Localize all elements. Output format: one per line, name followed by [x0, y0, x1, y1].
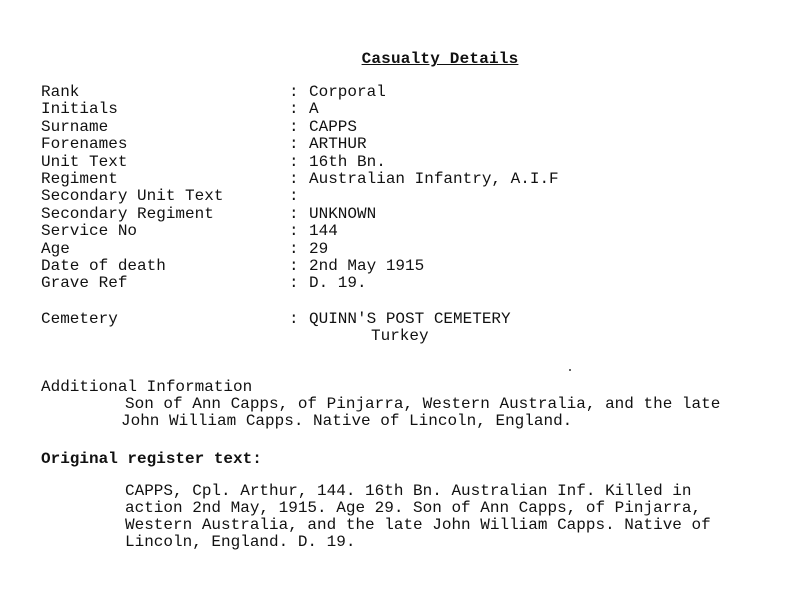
field-value: UNKNOWN — [309, 204, 377, 223]
field-separator: : — [289, 169, 299, 188]
field-label: Secondary Unit Text — [41, 187, 224, 206]
original-register-text — [125, 483, 711, 551]
field-value: 29 — [309, 239, 329, 258]
field-label: Date of death — [41, 256, 166, 275]
original-register-line: Western Australia, and the late John William Capps. Native of — [125, 516, 711, 534]
field-label: Regiment — [41, 169, 118, 188]
scan-speck — [569, 369, 571, 371]
field-separator: : — [289, 256, 299, 275]
field-separator: : — [289, 117, 299, 136]
additional-info-title: Additional Information — [41, 378, 253, 396]
field-label: Grave Ref — [41, 274, 128, 293]
field-value: A — [309, 100, 319, 119]
page-title: Casualty Details — [361, 50, 519, 68]
field-label: Surname — [41, 117, 109, 136]
cemetery-country: Turkey — [371, 327, 429, 345]
cemetery-label: Cemetery — [41, 310, 118, 328]
field-separator: : — [289, 204, 299, 223]
field-separator: : — [289, 239, 299, 258]
cemetery-name: QUINN'S POST CEMETERY — [309, 310, 511, 328]
original-register-line: action 2nd May, 1915. Age 29. Son of Ann Capps, of Pinjarra, — [125, 499, 702, 517]
original-register-line: CAPPS, Cpl. Arthur, 144. 16th Bn. Australian Inf. Killed in — [125, 482, 692, 500]
field-label: Forenames — [41, 135, 128, 154]
field-separator: : — [289, 100, 299, 119]
field-separator: : — [289, 222, 299, 241]
field-value: D. 19. — [309, 274, 367, 293]
additional-info-text — [121, 395, 785, 430]
field-separator: : — [289, 310, 299, 328]
field-label: Secondary Regiment — [41, 204, 214, 223]
original-register-line: Lincoln, England. D. 19. — [125, 533, 356, 551]
field-value: 144 — [309, 222, 338, 241]
field-separator: : — [289, 83, 299, 101]
additional-info-line: John William Capps. Native of Lincoln, England. — [121, 412, 573, 430]
field-separator: : — [289, 152, 299, 171]
field-label: Service No — [41, 222, 138, 241]
field-separator: : — [289, 274, 299, 293]
field-value: ARTHUR — [309, 135, 367, 154]
field-separator: : — [289, 187, 299, 206]
field-label: Unit Text — [41, 152, 128, 171]
field-label: Rank — [41, 83, 80, 101]
additional-info-line: Son of Ann Capps, of Pinjarra, Western Australia, and the late — [125, 395, 721, 413]
original-register-title: Original register text: — [41, 450, 262, 468]
field-value: CAPPS — [309, 117, 358, 136]
field-value: 2nd May 1915 — [309, 256, 425, 275]
field-label: Initials — [41, 100, 118, 119]
field-separator: : — [289, 135, 299, 154]
field-value: Australian Infantry, A.I.F — [309, 169, 559, 188]
field-label: Age — [41, 239, 70, 258]
field-value: Corporal — [309, 83, 386, 101]
field-value: 16th Bn. — [309, 152, 386, 171]
